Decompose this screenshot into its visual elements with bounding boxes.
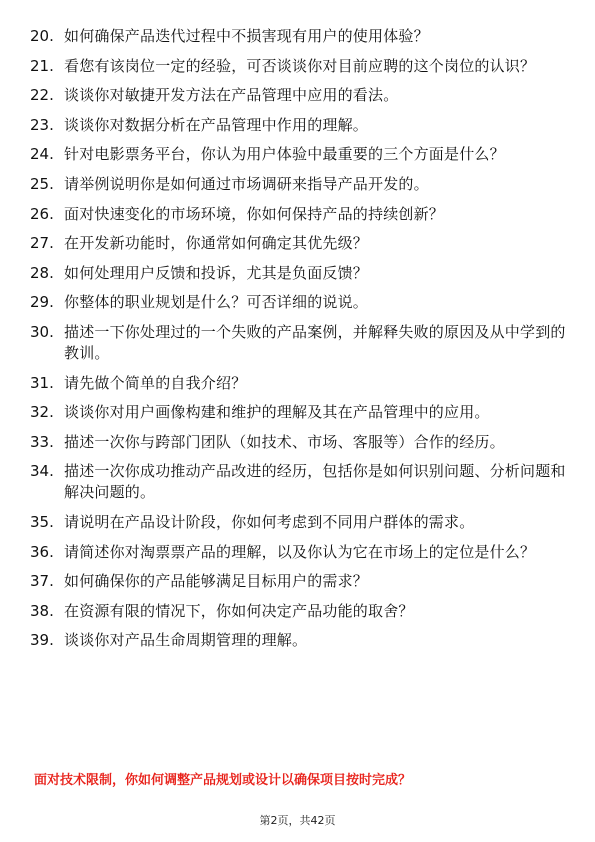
page-footer: 第2页，共42页: [259, 814, 336, 827]
question-item: [30, 512, 570, 533]
question-text: 谈谈你对数据分析在产品管理中作用的理解。: [64, 115, 369, 134]
question-text: 描述一次你成功推动产品改进的经历，包括你是如何识别问题、分析问题和解决问题的。: [64, 462, 566, 502]
question-number: 30.: [30, 322, 54, 341]
question-text: 请说明在产品设计阶段，你如何考虑到不同用户群体的需求。: [64, 512, 475, 531]
question-item: [30, 233, 570, 254]
question-item: [30, 144, 570, 165]
question-text: 描述一下你处理过的一个失败的产品案例，并解释失败的原因及从中学到的教训。: [64, 322, 566, 362]
question-item: [30, 601, 570, 622]
question-item: [30, 402, 570, 423]
question-text: 谈谈你对用户画像构建和维护的理解及其在产品管理中的应用。: [64, 403, 490, 422]
question-number: 25.: [30, 174, 54, 193]
question-item: [30, 204, 570, 225]
question-item: [30, 174, 570, 195]
question-text: 在开发新功能时，你通常如何确定其优先级？: [64, 234, 369, 253]
question-number: 36.: [30, 542, 54, 561]
question-number: 35.: [30, 512, 54, 531]
question-text: 谈谈你对敏捷开发方法在产品管理中应用的看法。: [64, 86, 399, 105]
question-item: [30, 542, 570, 563]
question-text: 请先做个简单的自我介绍？: [64, 373, 247, 392]
question-list: [30, 26, 570, 660]
question-number: 21.: [30, 56, 54, 75]
question-item: [30, 292, 570, 313]
question-number: 24.: [30, 145, 54, 164]
highlight-question: 面对技术限制，你如何调整产品规划或设计以确保项目按时完成？: [34, 773, 412, 788]
question-number: 33.: [30, 432, 54, 451]
question-text: 如何确保你的产品能够满足目标用户的需求？: [64, 572, 369, 591]
question-text: 如何处理用户反馈和投诉，尤其是负面反馈？: [64, 263, 369, 282]
question-text: 描述一次你与跨部门团队（如技术、市场、客服等）合作的经历。: [64, 432, 505, 451]
question-number: 26.: [30, 204, 54, 223]
question-item: [30, 56, 570, 77]
question-text: 请简述你对淘票票产品的理解，以及你认为它在市场上的定位是什么？: [64, 542, 536, 561]
question-number: 20.: [30, 27, 54, 45]
question-text: 看您有该岗位一定的经验，可否谈谈你对目前应聘的这个岗位的认识？: [64, 56, 536, 75]
question-item: [30, 461, 570, 503]
question-item: [30, 373, 570, 394]
question-item: [30, 322, 570, 364]
question-text: 针对电影票务平台，你认为用户体验中最重要的三个方面是什么？: [64, 145, 505, 164]
question-text: 谈谈你对产品生命周期管理的理解。: [64, 631, 308, 650]
question-number: 34.: [30, 462, 54, 481]
question-text: 你整体的职业规划是什么？可否详细的说说。: [64, 293, 369, 312]
question-text: 面对快速变化的市场环境，你如何保持产品的持续创新？: [64, 204, 445, 223]
question-number: 29.: [30, 293, 54, 312]
question-text: 如何确保产品迭代过程中不损害现有用户的使用体验？: [64, 27, 429, 45]
question-number: 27.: [30, 234, 54, 253]
question-item: [30, 432, 570, 453]
question-number: 31.: [30, 373, 54, 392]
question-item: [30, 85, 570, 106]
question-number: 39.: [30, 631, 54, 650]
question-item: [30, 263, 570, 284]
question-text: 请举例说明你是如何通过市场调研来指导产品开发的。: [64, 174, 429, 193]
question-item: [30, 630, 570, 651]
question-number: 28.: [30, 263, 54, 282]
question-number: 37.: [30, 572, 54, 591]
question-number: 22.: [30, 86, 54, 105]
question-number: 23.: [30, 115, 54, 134]
question-item: [30, 571, 570, 592]
question-item: [30, 115, 570, 136]
question-number: 32.: [30, 403, 54, 422]
question-number: 38.: [30, 601, 54, 620]
question-text: 在资源有限的情况下，你如何决定产品功能的取舍？: [64, 601, 414, 620]
question-item: [30, 26, 570, 47]
